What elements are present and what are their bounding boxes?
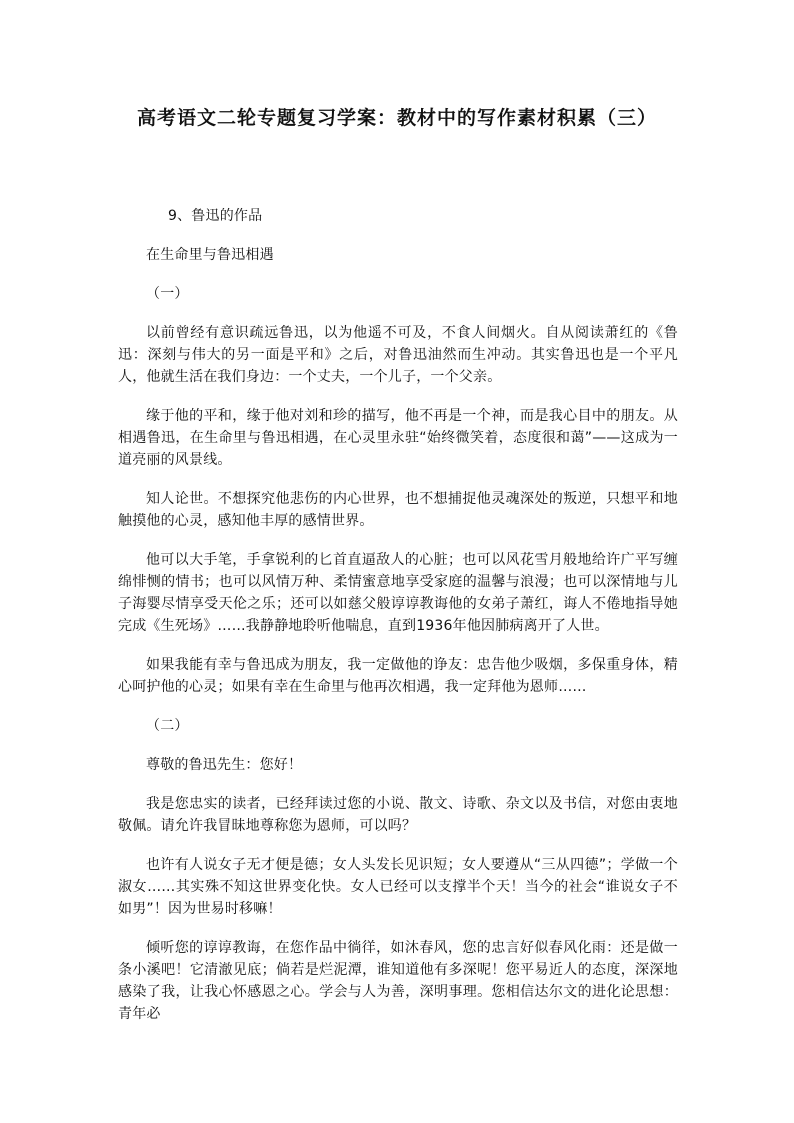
document-body — [118, 205, 678, 1042]
paragraph: 以前曾经有意识疏远鲁迅，以为他遥不可及，不食人间烟火。自从阅读萧红的《鲁迅：深刻与伟大的另一面是平和》之后，对鲁迅油然而生冲动。其实鲁迅也是一个平凡人，他就生活在我们身边：一个丈夫，一个儿子，一个父亲。 — [118, 325, 678, 385]
paragraph: 知人论世。不想探究他悲伤的内心世界，也不想捕捉他灵魂深处的叛逆，只想平和地触摸他的心灵，感知他丰厚的感情世界。 — [118, 491, 678, 529]
paragraph: 倾听您的谆谆教诲，在您作品中徜徉，如沐春风，您的忠言好似春风化雨：还是做一条小溪吧！它清澈见底；倘若是烂泥潭，谁知道他有多深呢！您平易近人的态度，深深地感染了我，让我心怀感恩之心。学会与人为善，深明事理。您相信达尔文的进化论思想：青年必 — [118, 940, 678, 1022]
part-two-label: （二） — [146, 718, 189, 734]
paragraph: 他可以大手笔，手拿锐利的匕首直逼敌人的心脏；也可以风花雪月般地给许广平写缠绵悱恻的情书；也可以风情万种、柔情蜜意地享受家庭的温馨与浪漫；也可以深情地与儿子海婴尽情享受天伦之乐；还可以如慈父般谆谆教诲他的女弟子萧红，诲人不倦地指导她完成《生死场》……我静静地聆听他喘息，直到1936年他因肺病离开了人世。 — [118, 552, 678, 634]
letter-greeting: 尊敬的鲁迅先生：您好！ — [146, 757, 303, 773]
paragraph: 如果我能有幸与鲁迅成为朋友，我一定做他的诤友：忠告他少吸烟，多保重身体，精心呵护他的心灵；如果有幸在生命里与他再次相遇，我一定拜他为恩师…… — [118, 657, 678, 695]
paragraph: 也许有人说女子无才便是德；女人头发长见识短；女人要遵从“三从四德”；学做一个淑女……其实殊不知这世界变化快。女人已经可以支撑半个天！当今的社会“谁说女子不如男”！因为世易时移嘛！ — [118, 857, 678, 917]
article-title: 在生命里与鲁迅相遇 — [146, 247, 274, 263]
paragraph: 我是您忠实的读者，已经拜读过您的小说、散文、诗歌、杂文以及书信，对您由衷地敬佩。请允许我冒昧地尊称您为恩师，可以吗？ — [118, 796, 678, 834]
section-heading: 9、鲁迅的作品 — [168, 208, 263, 224]
part-one-label: （一） — [146, 286, 189, 302]
paragraph: 缘于他的平和，缘于他对刘和珍的描写，他不再是一个神，而是我心目中的朋友。从相遇鲁迅，在生命里与鲁迅相遇，在心灵里永驻“始终微笑着，态度很和蔼”——这成为一道亮丽的风景线。 — [118, 408, 678, 468]
document-title: 高考语文二轮专题复习学案：教材中的写作素材积累（三） — [136, 107, 657, 129]
